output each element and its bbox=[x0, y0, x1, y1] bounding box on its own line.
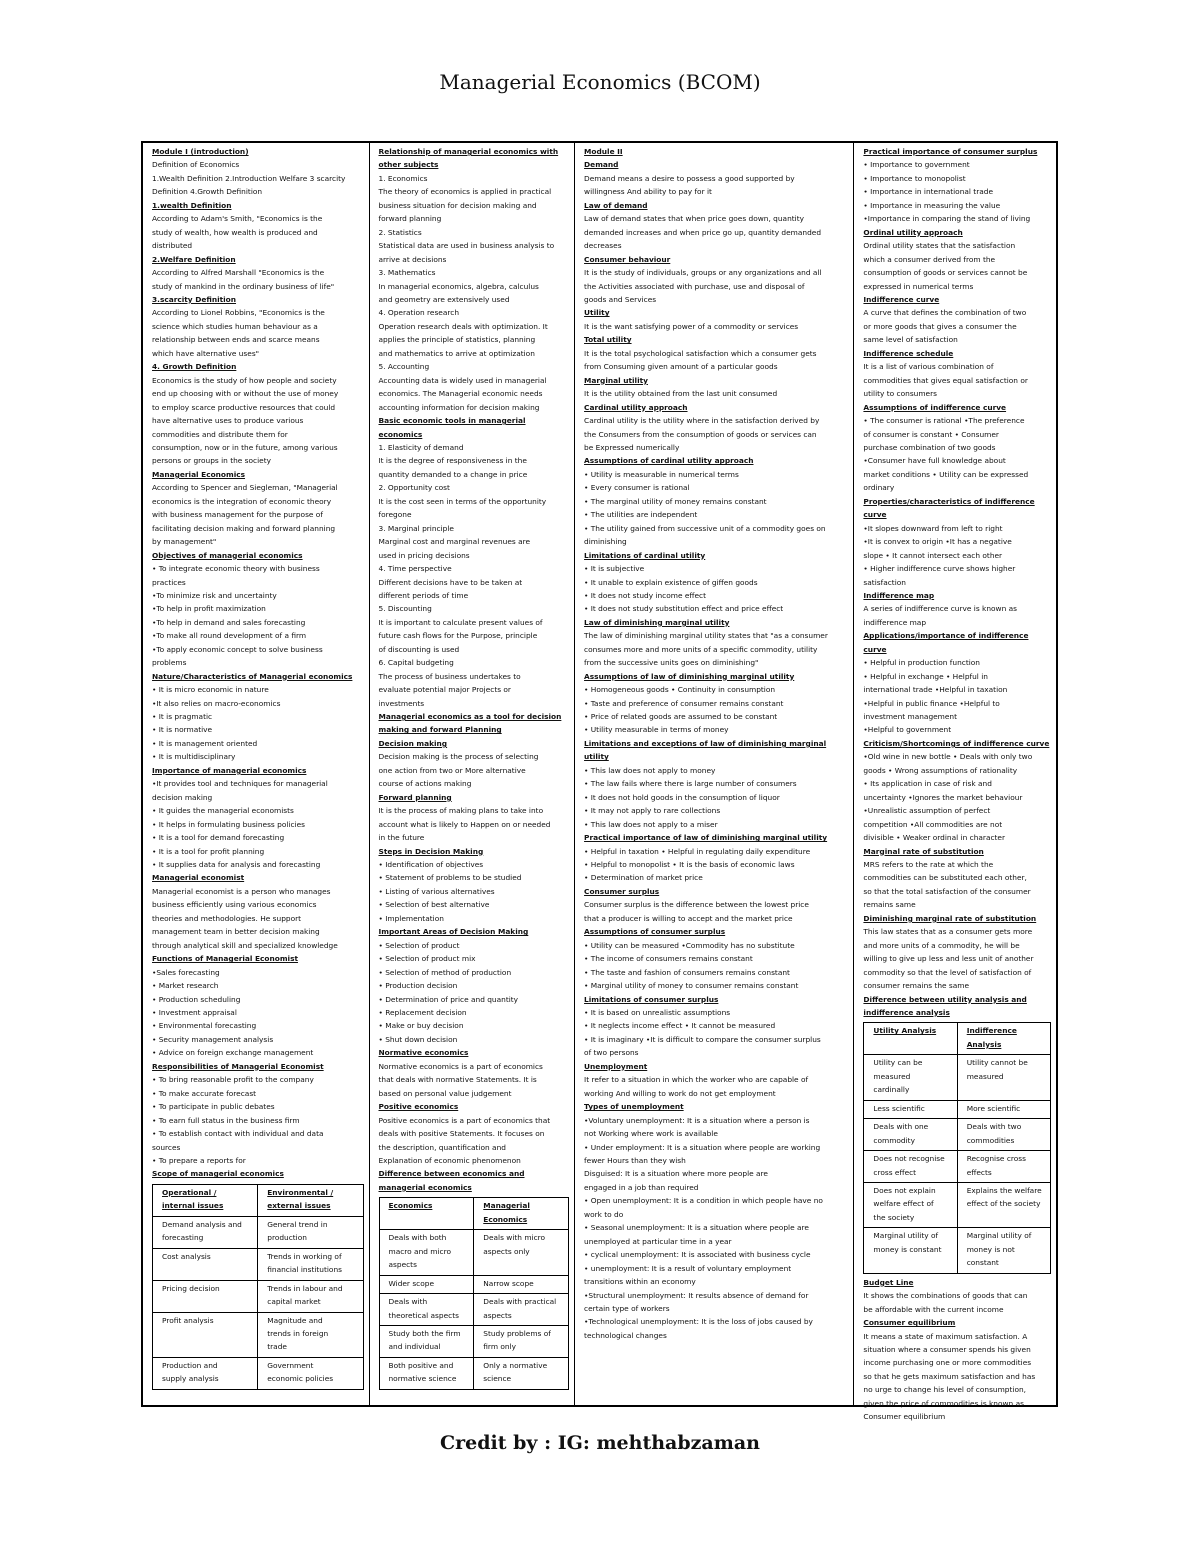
table-row bbox=[153, 1216, 364, 1248]
table-cell: Deals with both macro and micro aspects bbox=[379, 1230, 474, 1275]
section-heading: Normative economics bbox=[378, 1048, 469, 1058]
table-row bbox=[379, 1325, 569, 1357]
section-heading: Module I (introduction) bbox=[152, 147, 249, 156]
table-cell: Deals with practical aspects bbox=[474, 1294, 569, 1326]
section-text: It is a list of various combination of commodities that gives equal satisfaction or utility to consumers bbox=[863, 362, 1028, 399]
table-row bbox=[379, 1294, 569, 1326]
section-text: • Identification of objectives • Statement of problems to be studied • Listing of various alternatives • Selection of best alternative • Implementation bbox=[378, 860, 522, 923]
column-2 bbox=[369, 143, 575, 1405]
section-text: It refer to a situation in which the worker who are capable of working And willing to work do not get employment bbox=[584, 1075, 809, 1098]
scope-table bbox=[152, 1184, 364, 1390]
table-row bbox=[864, 1228, 1051, 1273]
section-heading: 3.scarcity Definition bbox=[152, 294, 237, 304]
table-cell: Recognise cross effects bbox=[957, 1151, 1050, 1183]
section-text: It shows the combinations of goods that can be affordable with the current income bbox=[863, 1291, 1028, 1314]
table-cell: Profit analysis bbox=[153, 1312, 258, 1357]
section-text: A series of indifference curve is known as indifference map bbox=[863, 604, 1017, 627]
section-heading: Limitations of cardinal utility bbox=[584, 550, 706, 560]
section-text: Demand means a desire to possess a good supported by willingness And ability to pay for it bbox=[584, 173, 795, 197]
column-4 bbox=[853, 143, 1056, 1422]
section-text: Definition of Economics bbox=[152, 160, 240, 170]
section-text: It is the process of making plans to take into account what is likely to Happen on or needed in the future bbox=[378, 806, 551, 843]
table-header-row bbox=[864, 1023, 1051, 1055]
section-text: • Importance to government • Importance to monopolist • Importance in international trade • Importance in measuring the value •Importance in comparing the stand of living bbox=[863, 160, 1031, 224]
section-text: • The consumer is rational •The preference of consumer is constant • Consumer purchase combination of two goods •Consumer have full knowledge about market conditions • Utility can be expressed ordinary bbox=[863, 416, 1029, 493]
section-heading: Indifference schedule bbox=[863, 348, 954, 358]
section-heading: Managerial economics as a tool for decision making and forward Planning bbox=[378, 712, 562, 735]
table-cell: Does not recognise cross effect bbox=[864, 1151, 957, 1183]
section-heading: Criticism/Shortcomings of indifference curve bbox=[863, 738, 1050, 748]
section-heading: Objectives of managerial economics bbox=[152, 550, 303, 560]
table-cell: Trends in labour and capital market bbox=[258, 1280, 363, 1312]
section-heading: Forward planning bbox=[378, 792, 452, 802]
table-cell: Study problems of firm only bbox=[474, 1325, 569, 1357]
section-heading: Total utility bbox=[584, 335, 632, 345]
section-heading: Diminishing marginal rate of substitution bbox=[863, 913, 1037, 923]
table-cell: Pricing decision bbox=[153, 1280, 258, 1312]
page-title: Managerial Economics (BCOM) bbox=[439, 70, 761, 94]
table-row bbox=[153, 1248, 364, 1280]
table-cell: Production and supply analysis bbox=[153, 1357, 258, 1389]
section-heading: Assumptions of law of diminishing marginal utility bbox=[584, 671, 795, 681]
section-text: Positive economics is a part of economics that deals with positive Statements. It focuses on the description, quantification and Explanation of economic phenomenon bbox=[378, 1115, 551, 1165]
section-text: • It is micro economic in nature •It also relies on macro-economics • It is pragmatic • It is normative • It is management oriented • It is multidisciplinary bbox=[152, 685, 281, 762]
column-2-text bbox=[379, 145, 570, 1194]
table-row bbox=[379, 1230, 569, 1275]
section-heading: Functions of Managerial Economist bbox=[152, 954, 299, 964]
table-row bbox=[153, 1357, 364, 1389]
section-heading: Law of demand bbox=[584, 200, 648, 210]
section-text: • To integrate economic theory with business practices •To minimize risk and uncertainty •To help in profit maximization •To help in demand and sales forecasting •To make all round development of a firm •To apply economic concept to solve business problems bbox=[152, 564, 323, 668]
section-text: It is the total psychological satisfaction which a consumer gets from Consuming given amount of a particular goods bbox=[584, 348, 817, 372]
table-cell: Deals with micro aspects only bbox=[474, 1230, 569, 1275]
section-heading: Managerial Economics bbox=[152, 469, 246, 479]
section-heading: Marginal rate of substitution bbox=[863, 846, 984, 856]
table-cell: Cost analysis bbox=[153, 1248, 258, 1280]
section-text: • Utility is measurable in numerical terms • Every consumer is rational • The marginal utility of money remains constant • The utilities are independent • The utility gained from successive unit of a commodity goes on diminishing bbox=[584, 469, 826, 547]
section-heading: Importance of managerial economics bbox=[152, 765, 307, 775]
table-row bbox=[379, 1357, 569, 1389]
section-heading: Law of diminishing marginal utility bbox=[584, 617, 730, 627]
section-heading: Basic economic tools in managerial economics bbox=[378, 416, 526, 439]
section-heading: Consumer surplus bbox=[584, 886, 660, 896]
notes-frame bbox=[141, 141, 1058, 1422]
section-text: •Sales forecasting • Market research • Production scheduling • Investment appraisal • Environmental forecasting • Security management analysis • Advice on foreign exchange management bbox=[152, 967, 314, 1058]
section-heading: Scope of managerial economics bbox=[152, 1169, 284, 1179]
section-heading: Difference between utility analysis and indifference analysis bbox=[863, 994, 1027, 1017]
table-cell: Demand analysis and forecasting bbox=[153, 1216, 258, 1248]
table-cell: Study both the firm and individual bbox=[379, 1325, 474, 1357]
table-cell: Explains the welfare effect of the society bbox=[957, 1182, 1050, 1227]
section-heading: Relationship of managerial economics with other subjects bbox=[378, 147, 559, 170]
table-cell: Utility cannot be measured bbox=[957, 1055, 1050, 1100]
section-text: 1. Elasticity of demand It is the degree of responsiveness in the quantity demanded to a change in price 2. Opportunity cost It is the cost seen in terms of the opportunity foregone 3. Marginal principle Marginal cost and marginal revenues are used in pricing decisions 4. Time perspective Different decisions have to be taken at different periods of time 5. Discounting It is important to calculate present values of future cash flows for the Purpose, principle of discounting is used 6. Capital budgeting The process of business undertakes to evaluate potential major Projects or investments bbox=[378, 442, 547, 708]
section-heading: Nature/Characteristics of Managerial economics bbox=[152, 671, 353, 681]
section-text: • Homogeneous goods • Continuity in consumption • Taste and preference of consumer remains constant • Price of related goods are assumed to be constant • Utility measurable in terms of money bbox=[584, 685, 784, 735]
section-text: • It is based on unrealistic assumptions • It neglects income effect • It cannot be measured • It is imaginary •It is difficult to compare the consumer surplus of two persons bbox=[584, 1008, 821, 1058]
section-heading: Indifference curve bbox=[863, 294, 940, 304]
table-row bbox=[864, 1182, 1051, 1227]
section-text: • Selection of product • Selection of product mix • Selection of method of production • Production decision • Determination of price and quantity • Replacement decision • Make or buy decision • Shut down decision bbox=[378, 940, 519, 1044]
section-text: MRS refers to the rate at which the commodities can be substituted each other, so that the total satisfaction of the consumer remains same bbox=[863, 860, 1031, 910]
table-row bbox=[864, 1100, 1051, 1118]
section-text: According to Lionel Robbins, "Economics is the science which studies human behaviour as a relationship between ends and scarce means which have alternative uses" bbox=[152, 308, 325, 358]
section-heading: Managerial economist bbox=[152, 873, 245, 883]
section-text: • Helpful in production function • Helpful in exchange • Helpful in international trade •Helpful in taxation •Helpful in public finance •Helpful to investment management •Helpful to government bbox=[863, 658, 1008, 735]
section-heading: Cardinal utility approach bbox=[584, 402, 688, 412]
section-heading: Assumptions of cardinal utility approach bbox=[584, 456, 754, 466]
section-text: Normative economics is a part of economics that deals with normative Statements. It is based on personal value judgement bbox=[378, 1061, 543, 1098]
table-header-cell: Environmental / external issues bbox=[258, 1184, 363, 1216]
table-header-cell: Utility Analysis bbox=[864, 1023, 957, 1055]
section-text: The law of diminishing marginal utility states that "as a consumer consumes more and more units of a specific commodity, utility from the successive units goes on diminishing" bbox=[584, 631, 828, 668]
section-text: • Utility can be measured •Commodity has no substitute • The income of consumers remains constant • The taste and fashion of consumers remains constant • Marginal utility of money to consumer remains constant bbox=[584, 940, 799, 991]
section-text: Ordinal utility states that the satisfaction which a consumer derived from the consumption of goods or services cannot be expressed in numerical terms bbox=[863, 241, 1028, 291]
section-heading: Practical importance of law of diminishing marginal utility bbox=[584, 833, 828, 843]
section-heading: Limitations of consumer surplus bbox=[584, 994, 719, 1004]
column-3 bbox=[574, 143, 853, 1405]
table-cell: Both positive and normative science bbox=[379, 1357, 474, 1389]
section-heading: Demand bbox=[584, 160, 619, 170]
section-heading: Assumptions of consumer surplus bbox=[584, 927, 726, 937]
table-header-row bbox=[153, 1184, 364, 1216]
table-cell: Only a normative science bbox=[474, 1357, 569, 1389]
table-row bbox=[379, 1275, 569, 1293]
section-heading: Consumer equilibrium bbox=[863, 1318, 956, 1328]
section-heading: Important Areas of Decision Making bbox=[378, 927, 529, 937]
section-text: According to Spencer and Siegleman, "Managerial economics is the integration of economic theory with business management for the purpose of facilitating decision making and forward planning by management" bbox=[152, 483, 338, 547]
section-text: 1.Wealth Definition 2.Introduction Welfare 3 scarcity Definition 4.Growth Definition bbox=[152, 173, 346, 197]
section-heading: Limitations and exceptions of law of diminishing marginal utility bbox=[584, 738, 827, 762]
column-1-text bbox=[152, 145, 364, 1181]
section-text: Cardinal utility is the utility where in the satisfaction derived by the Consumers from the consumption of goods or services can be Expressed numerically bbox=[584, 416, 820, 452]
section-text: A curve that defines the combination of two or more goods that gives a consumer the same level of satisfaction bbox=[863, 308, 1027, 345]
section-text: It is the study of individuals, groups or any organizations and all the Activities associated with purchase, use and disposal of goods and Services bbox=[584, 268, 822, 304]
table-row bbox=[864, 1055, 1051, 1100]
table-cell: More scientific bbox=[957, 1100, 1050, 1118]
section-text: • Helpful in taxation • Helpful in regulating daily expenditure • Helpful to monopolist • It is the basis of economic laws • Determination of market price bbox=[584, 846, 811, 883]
section-text: It means a state of maximum satisfaction. A situation where a consumer spends his given income purchasing one or more commodities so that he gets maximum satisfaction and has no urge to change his level of consumption, given the price of commodities is known as Consumer equilibrium bbox=[863, 1331, 1036, 1422]
table-cell: Trends in working of financial institutions bbox=[258, 1248, 363, 1280]
section-text: • It is subjective • It unable to explain existence of giffen goods • It does not study income effect • It does not study substitution effect and price effect bbox=[584, 564, 784, 614]
table-cell: Wider scope bbox=[379, 1275, 474, 1293]
table-row bbox=[153, 1280, 364, 1312]
section-heading: Responsibilities of Managerial Economist bbox=[152, 1061, 324, 1071]
table-cell: Does not explain welfare effect of the society bbox=[864, 1182, 957, 1227]
column-4-text bbox=[863, 145, 1051, 1019]
section-heading: Applications/importance of indifference curve bbox=[863, 631, 1029, 654]
section-heading: Difference between economics and managerial economics bbox=[378, 1169, 525, 1192]
table-cell: Deals with one commodity bbox=[864, 1119, 957, 1151]
table-cell: Utility can be measured cardinally bbox=[864, 1055, 957, 1100]
table-header-cell: Operational / internal issues bbox=[153, 1184, 258, 1216]
section-text: Economics is the study of how people and society end up choosing with or without the use of money to employ scarce productive resources that could have alternative uses to produce various commodities and distribute them for consumption, now or in the future, among various persons or groups in the society bbox=[152, 375, 339, 466]
section-heading: Types of unemployment bbox=[584, 1102, 684, 1112]
section-text: •Old wine in new bottle • Deals with only two goods • Wrong assumptions of rationality • Its application in case of risk and uncertainty •Ignores the market behaviour •Unrealistic assumption of perfect competition •All commodities are not divisible • Weaker ordinal in character bbox=[863, 752, 1033, 843]
section-heading: Decision making bbox=[378, 738, 448, 748]
section-text: According to Alfred Marshall "Economics is the study of mankind in the ordinary business of life" bbox=[152, 268, 335, 291]
section-text: Law of demand states that when price goes down, quantity demanded increases and when price go up, quantity demanded decreases bbox=[584, 214, 822, 251]
section-text: 1. Economics The theory of economics is applied in practical business situation for decision making and forward planning 2. Statistics Statistical data are used in business analysis to arrive at decisions 3. Mathematics In managerial economics, algebra, calculus and geometry are extensively used 4. Operation research Operation research deals with optimization. It applies the principle of statistics, planning and mathematics to arrive at optimization 5. Accounting Accounting data is widely used in managerial economics. The Managerial economic needs accounting information for decision making bbox=[378, 173, 555, 412]
section-text: • This law does not apply to money • The law fails where there is large number of consumers • It does not hold goods in the consumption of liquor • It may not apply to rare collections • This law does not apply to a miser bbox=[584, 765, 797, 829]
table-cell: Government economic policies bbox=[258, 1357, 363, 1389]
section-heading: Ordinal utility approach bbox=[863, 227, 963, 237]
table-cell: Narrow scope bbox=[474, 1275, 569, 1293]
section-text: •It provides tool and techniques for managerial decision making • It guides the managerial economists • It helps in formulating business policies • It is a tool for demand forecasting • It is a tool for profit planning • It supplies data for analysis and forecasting bbox=[152, 779, 328, 870]
table-row bbox=[864, 1151, 1051, 1183]
section-heading: Utility bbox=[584, 308, 610, 318]
section-text: •Voluntary unemployment: It is a situation where a person is not Working where work is available • Under employment: It is a situation where people are working fewer Hours than they wish Disguised: It is a situation where more people are engaged in a job than required • Open unemployment: It is a condition in which people have no work to do • Seasonal unemployment: It is a situation where people are unemployed at particular time in a year • cyclical unemployment: It is associated with business cycle • unemployment: It is a result of voluntary employment transitions within an economy •Structural unemployment: It results absence of demand for certain type of workers •Technological unemployment: It is the loss of jobs caused by technological changes bbox=[584, 1115, 823, 1340]
section-heading: Budget Line bbox=[863, 1277, 914, 1287]
section-heading: Unemployment bbox=[584, 1061, 648, 1071]
column-4-text-after bbox=[863, 1276, 1051, 1424]
column-1 bbox=[143, 143, 369, 1405]
section-text: Decision making is the process of selecting one action from two or More alternative course of actions making bbox=[378, 752, 539, 789]
section-heading: Indifference map bbox=[863, 590, 935, 600]
section-heading: Positive economics bbox=[378, 1102, 459, 1112]
section-heading: Steps in Decision Making bbox=[378, 846, 484, 856]
section-heading: Module II bbox=[584, 147, 623, 156]
table-header-cell: Indifference Analysis bbox=[957, 1023, 1050, 1055]
section-text: This law states that as a consumer gets more and more units of a commodity, he will be willing to give up less and less unit of another commodity so that the level of satisfaction of consumer remains the same bbox=[863, 927, 1034, 991]
economics-difference-table bbox=[379, 1197, 570, 1389]
section-heading: Properties/characteristics of indifference curve bbox=[863, 496, 1035, 520]
section-heading: 1.wealth Definition bbox=[152, 200, 232, 210]
table-row bbox=[153, 1312, 364, 1357]
section-heading: Marginal utility bbox=[584, 375, 648, 385]
utility-indifference-table bbox=[863, 1022, 1051, 1273]
section-heading: Assumptions of indifference curve bbox=[863, 402, 1007, 412]
table-cell: Marginal utility of money is not constant bbox=[957, 1228, 1050, 1273]
section-text: •It slopes downward from left to right •It is convex to origin •It has a negative slope • It cannot intersect each other • Higher indifference curve shows higher satisfaction bbox=[863, 523, 1016, 587]
table-row bbox=[864, 1119, 1051, 1151]
section-heading: Consumer behaviour bbox=[584, 254, 671, 264]
credit-line: Credit by : IG: mehthabzaman bbox=[440, 1432, 760, 1454]
table-cell: Magnitude and trends in foreign trade bbox=[258, 1312, 363, 1357]
section-text: It is the utility obtained from the last unit consumed bbox=[584, 389, 778, 399]
table-header-cell: Economics bbox=[379, 1198, 474, 1230]
table-cell: Marginal utility of money is constant bbox=[864, 1228, 957, 1273]
section-text: According to Adam's Smith, "Economics is the study of wealth, how wealth is produced and distributed bbox=[152, 214, 323, 251]
table-cell: Deals with theoretical aspects bbox=[379, 1294, 474, 1326]
table-cell: Less scientific bbox=[864, 1100, 957, 1118]
section-heading: Practical importance of consumer surplus bbox=[863, 147, 1038, 156]
table-cell: Deals with two commodities bbox=[957, 1119, 1050, 1151]
table-header-row bbox=[379, 1198, 569, 1230]
column-3-text bbox=[584, 145, 848, 1342]
table-header-cell: Managerial Economics bbox=[474, 1198, 569, 1230]
section-text: Consumer surplus is the difference between the lowest price that a producer is willing to accept and the market price bbox=[584, 900, 809, 923]
section-text: It is the want satisfying power of a commodity or services bbox=[584, 321, 799, 331]
section-text: • To bring reasonable profit to the company • To make accurate forecast • To participate in public debates • To earn full status in the business firm • To establish contact with individual and data sources • To prepare a reports for bbox=[152, 1075, 324, 1165]
table-cell: General trend in production bbox=[258, 1216, 363, 1248]
section-text: Managerial economist is a person who manages business efficiently using various economics theories and methodologies. He support management team in better decision making through analytical skill and specialized knowledge bbox=[152, 886, 338, 950]
section-heading: 2.Welfare Definition bbox=[152, 254, 236, 264]
section-heading: 4. Growth Definition bbox=[152, 362, 237, 372]
